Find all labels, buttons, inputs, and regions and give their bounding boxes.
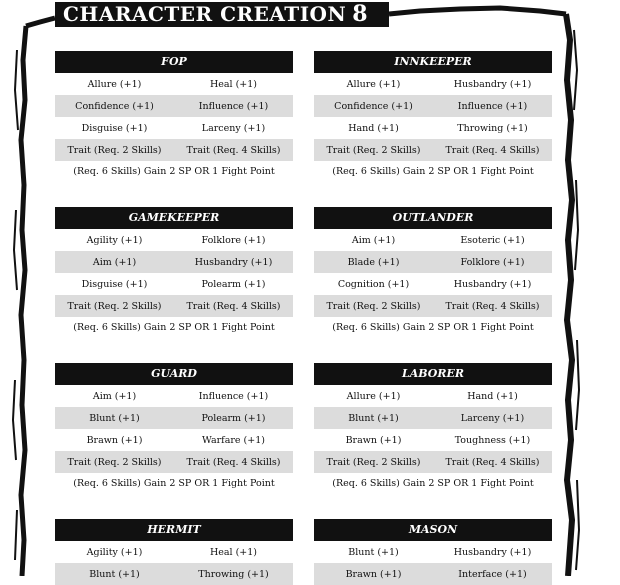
card-footer: (Req. 6 Skills) Gain 2 SP OR 1 Fight Point — [332, 166, 534, 177]
skill-cell: Blade (+1) — [347, 256, 400, 268]
skill-cell: Blunt (+1) — [348, 412, 399, 424]
page-title-banner — [55, 2, 389, 27]
skill-cell: Folklore (+1) — [201, 234, 266, 246]
skill-cell: Agility (+1) — [86, 546, 143, 558]
skill-row — [55, 117, 293, 139]
skill-row — [55, 251, 293, 273]
card-title: INNKEEPER — [314, 51, 552, 73]
card-title: GAMEKEEPER — [55, 207, 293, 229]
skill-row — [314, 385, 552, 407]
skill-row — [55, 407, 293, 429]
skill-cell: Polearm (+1) — [201, 278, 266, 290]
skill-cell: Warfare (+1) — [202, 434, 265, 446]
trait-cell: Trait (Req. 2 Skills) — [67, 456, 162, 468]
skill-cell: Aim (+1) — [92, 256, 137, 268]
skill-cell: Brawn (+1) — [86, 434, 143, 446]
skill-cell: Confidence (+1) — [75, 100, 154, 112]
skill-cell: Folklore (+1) — [460, 256, 525, 268]
skill-row — [55, 273, 293, 295]
career-card-fop — [55, 51, 293, 183]
skill-row — [55, 73, 293, 95]
skill-row — [55, 541, 293, 563]
skill-cell: Toughness (+1) — [454, 434, 531, 446]
card-footer: (Req. 6 Skills) Gain 2 SP OR 1 Fight Point — [332, 478, 534, 489]
skill-cell: Husbandry (+1) — [194, 256, 273, 268]
trait-cell: Trait (Req. 2 Skills) — [326, 456, 421, 468]
card-title: GUARD — [55, 363, 293, 385]
skill-row — [314, 117, 552, 139]
skill-cell: Larceny (+1) — [460, 412, 525, 424]
card-title: FOP — [55, 51, 293, 73]
skill-row — [314, 251, 552, 273]
skill-cell: Husbandry (+1) — [453, 546, 532, 558]
skill-cell: Hand (+1) — [348, 122, 399, 134]
trait-cell: Trait (Req. 4 Skills) — [445, 144, 540, 156]
skill-row — [314, 563, 552, 585]
career-card-guard — [55, 363, 293, 495]
card-footer: (Req. 6 Skills) Gain 2 SP OR 1 Fight Point — [73, 166, 275, 177]
trait-row — [314, 139, 552, 161]
skill-cell: Allure (+1) — [346, 78, 401, 90]
skill-cell: Husbandry (+1) — [453, 78, 532, 90]
card-title: LABORER — [314, 363, 552, 385]
skill-cell: Blunt (+1) — [89, 568, 140, 580]
career-card-laborer — [314, 363, 552, 495]
skill-row — [314, 541, 552, 563]
trait-cell: Trait (Req. 4 Skills) — [186, 456, 281, 468]
trait-cell: Trait (Req. 4 Skills) — [186, 144, 281, 156]
skill-cell: Influence (+1) — [198, 100, 269, 112]
trait-cell: Trait (Req. 2 Skills) — [67, 300, 162, 312]
skill-cell: Allure (+1) — [346, 390, 401, 402]
trait-row — [55, 295, 293, 317]
trait-cell: Trait (Req. 2 Skills) — [326, 300, 421, 312]
card-footer: (Req. 6 Skills) Gain 2 SP OR 1 Fight Point — [73, 478, 275, 489]
trait-row — [314, 295, 552, 317]
trait-cell: Trait (Req. 4 Skills) — [186, 300, 281, 312]
skill-cell: Brawn (+1) — [345, 434, 402, 446]
skill-row — [314, 429, 552, 451]
skill-row — [314, 95, 552, 117]
career-card-outlander — [314, 207, 552, 339]
skill-cell: Influence (+1) — [457, 100, 528, 112]
card-footer: (Req. 6 Skills) Gain 2 SP OR 1 Fight Point — [73, 322, 275, 333]
skill-cell: Blunt (+1) — [89, 412, 140, 424]
skill-cell: Allure (+1) — [87, 78, 142, 90]
trait-cell: Trait (Req. 4 Skills) — [445, 300, 540, 312]
skill-cell: Polearm (+1) — [201, 412, 266, 424]
skill-cell: Cognition (+1) — [337, 278, 410, 290]
skill-cell: Aim (+1) — [351, 234, 396, 246]
border-right-stroke — [566, 14, 572, 576]
trait-row — [314, 451, 552, 473]
skill-row — [55, 429, 293, 451]
skill-row — [314, 229, 552, 251]
skill-cell: Agility (+1) — [86, 234, 143, 246]
skill-cell: Husbandry (+1) — [453, 278, 532, 290]
skill-cell: Influence (+1) — [198, 390, 269, 402]
career-card-innkeeper — [314, 51, 552, 183]
trait-row — [55, 451, 293, 473]
skill-cell: Disguise (+1) — [81, 122, 148, 134]
skill-cell: Brawn (+1) — [345, 568, 402, 580]
border-right-rough — [574, 30, 579, 570]
trait-cell: Trait (Req. 2 Skills) — [67, 144, 162, 156]
border-left-rough — [13, 50, 18, 560]
page-number: 8 — [352, 1, 369, 27]
skill-cell: Throwing (+1) — [457, 122, 528, 134]
skill-cell: Interface (+1) — [458, 568, 527, 580]
card-title: MASON — [314, 519, 552, 541]
card-title: HERMIT — [55, 519, 293, 541]
skill-row — [55, 385, 293, 407]
skill-row — [314, 407, 552, 429]
trait-cell: Trait (Req. 4 Skills) — [445, 456, 540, 468]
skill-cell: Heal (+1) — [209, 78, 258, 90]
border-left-stroke — [21, 26, 26, 576]
skill-cell: Confidence (+1) — [334, 100, 413, 112]
skill-row — [314, 73, 552, 95]
career-card-gamekeeper — [55, 207, 293, 339]
trait-row — [55, 139, 293, 161]
skill-row — [55, 229, 293, 251]
skill-cell: Disguise (+1) — [81, 278, 148, 290]
skill-cell: Throwing (+1) — [198, 568, 269, 580]
card-footer: (Req. 6 Skills) Gain 2 SP OR 1 Fight Point — [332, 322, 534, 333]
skill-cell: Aim (+1) — [92, 390, 137, 402]
card-title: OUTLANDER — [314, 207, 552, 229]
skill-cell: Heal (+1) — [209, 546, 258, 558]
page-title: CHARACTER CREATION — [63, 2, 347, 26]
skill-cell: Larceny (+1) — [201, 122, 266, 134]
skill-row — [314, 273, 552, 295]
skill-cell: Hand (+1) — [467, 390, 518, 402]
career-card-hermit — [55, 519, 293, 585]
skill-cell: Blunt (+1) — [348, 546, 399, 558]
skill-row — [55, 95, 293, 117]
career-card-mason — [314, 519, 552, 585]
skill-cell: Esoteric (+1) — [460, 234, 525, 246]
skill-row — [55, 563, 293, 585]
trait-cell: Trait (Req. 2 Skills) — [326, 144, 421, 156]
